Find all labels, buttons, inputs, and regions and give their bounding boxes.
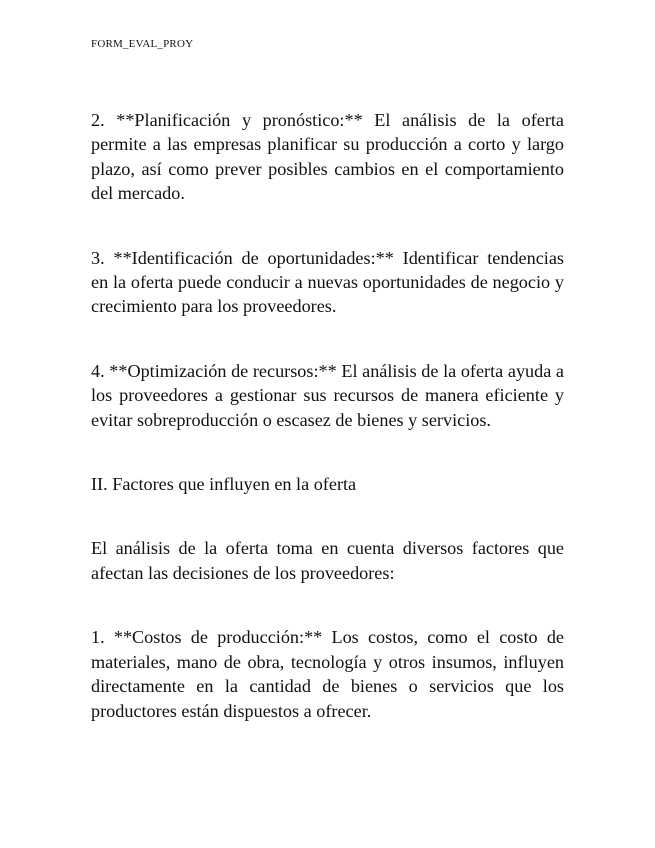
- paragraph-oportunidades: 3. **Identificación de oportunidades:** Identificar tendencias en la oferta puede conducir a nuevas oportunidades de negocio y crecimiento para los proveedores.: [91, 247, 564, 317]
- paragraph-planificacion: 2. **Planificación y pronóstico:** El análisis de la oferta permite a las empresas planificar su producción a corto y largo plazo, así como prever posibles cambios en el comportamiento del mercado.: [91, 110, 564, 204]
- paragraph-gap: [91, 206, 564, 246]
- paragraph-optimizacion: 4. **Optimización de recursos:** El análisis de la oferta ayuda a los proveedores a gestionar sus recursos de manera eficiente y evitar sobreproducción o escasez de bienes y servicios.: [91, 360, 564, 430]
- paragraph-gap: [91, 432, 564, 472]
- paragraph-gap: [91, 585, 564, 625]
- paragraph-gap: [91, 319, 564, 359]
- paragraph-intro-factores: El análisis de la oferta toma en cuenta diversos factores que afectan las decisiones de los proveedores:: [91, 538, 564, 583]
- paragraph-gap: [91, 496, 564, 536]
- paragraph-costos: 1. **Costos de producción:** Los costos, como el costo de materiales, mano de obra, tecnología y otros insumos, influyen directamente en la cantidad de bienes o servicios que los productores están dispuestos a ofrecer.: [91, 627, 564, 721]
- section-heading-factores: II. Factores que influyen en la oferta: [91, 474, 357, 495]
- running-header: FORM_EVAL_PROY: [91, 38, 194, 50]
- document-body: [91, 108, 564, 723]
